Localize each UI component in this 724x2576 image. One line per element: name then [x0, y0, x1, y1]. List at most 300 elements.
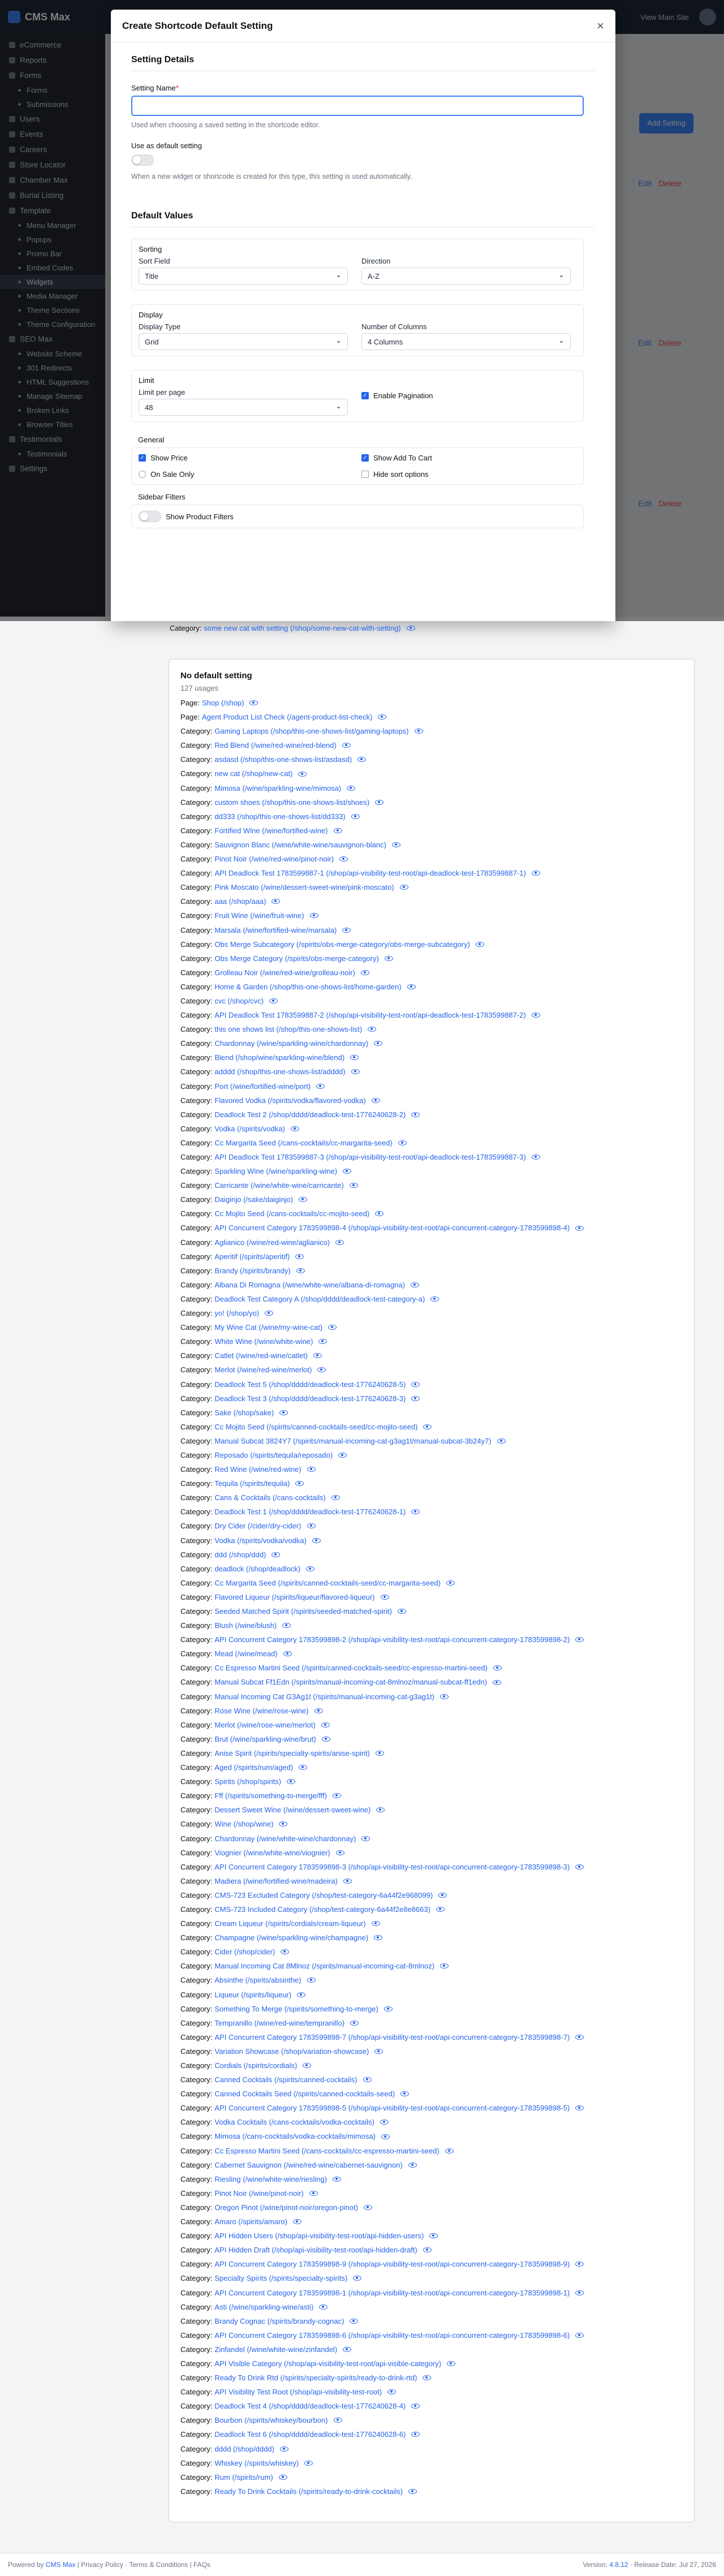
eye-icon[interactable]: [372, 1921, 380, 1926]
default-setting-toggle[interactable]: [131, 154, 154, 166]
item-link[interactable]: Vodka (/spirits/vodka/vodka): [214, 1536, 307, 1545]
item-link[interactable]: adddd (/shop/this-one-shows-list/adddd): [214, 1067, 346, 1076]
item-link[interactable]: Fruit Wine (/wine/fruit-wine): [214, 911, 304, 920]
on-sale-only-radio[interactable]: [139, 470, 348, 479]
item-link[interactable]: Brandy (/spirits/brandy): [214, 1266, 291, 1275]
item-link[interactable]: Viognier (/wine/white-wine/viognier): [214, 1848, 330, 1857]
eye-icon[interactable]: [299, 1197, 307, 1202]
on-sale-only-label: On Sale Only: [150, 470, 195, 479]
item-link[interactable]: Rum (/spirits/rum): [214, 2472, 273, 2482]
item-link[interactable]: Fff (/spirits/something-to-merge/fff): [214, 1791, 327, 1800]
eye-icon[interactable]: [312, 1538, 321, 1543]
item-link[interactable]: Manual Subcat 3824Y7 (/spirits/manual-incoming-cat-g3ag1t/manual-subcat-3b24y7): [214, 1436, 492, 1445]
eye-icon[interactable]: [313, 1353, 322, 1358]
eye-icon[interactable]: [297, 1992, 305, 1997]
eye-icon[interactable]: [350, 1055, 359, 1060]
item-link[interactable]: Seeded Matched Spirit (/spirits/seeded-matched-spirit): [214, 1607, 392, 1616]
item-link[interactable]: Manual Incoming Cat G3Ag1t (/spirits/manual-incoming-cat-g3ag1t): [214, 1692, 435, 1701]
item-link[interactable]: this one shows list (/shop/this-one-shows-list): [214, 1025, 363, 1034]
item-link[interactable]: Variation Showcase (/shop/variation-showcase): [214, 2047, 369, 2056]
item-link[interactable]: Tempranillo (/wine/red-wine/tempranillo): [214, 2018, 345, 2027]
eye-icon[interactable]: [347, 786, 355, 791]
item-link[interactable]: API Concurrent Category 1783599898-3 (/shop/api-visibility-test-root/api-concurrent-category-1783599898-3): [214, 1862, 570, 1871]
eye-icon[interactable]: [299, 1765, 307, 1770]
item-type: Category:: [180, 1990, 213, 1999]
item-link[interactable]: Tequila (/spirits/tequila): [214, 1479, 290, 1488]
eye-icon[interactable]: [279, 2475, 287, 2480]
item-link[interactable]: Bourbon (/spirits/whiskey/bourbon): [214, 2416, 328, 2425]
list-item: [180, 1590, 683, 1604]
eye-icon[interactable]: [295, 1254, 304, 1259]
eye-icon[interactable]: [279, 1410, 288, 1415]
eye-icon[interactable]: [291, 1126, 299, 1131]
eye-icon[interactable]: [338, 1453, 347, 1458]
item-link[interactable]: Aperitif (/spirits/aperitif): [214, 1252, 290, 1261]
columns-select[interactable]: [361, 333, 571, 350]
item-link[interactable]: Riesling (/wine/white-wine/riesling): [214, 2174, 327, 2183]
item-link[interactable]: Champagne (/wine/sparkling-wine/champagne): [214, 1933, 369, 1942]
item-link[interactable]: API Hidden Users (/shop/api-visibility-test-root/api-hidden-users): [214, 2232, 424, 2241]
item-link[interactable]: Obs Merge Category (/spirits/obs-merge-category): [214, 954, 379, 963]
eye-icon[interactable]: [411, 1112, 420, 1117]
eye-icon[interactable]: [408, 2489, 417, 2494]
eye-icon[interactable]: [368, 1027, 376, 1032]
eye-icon[interactable]: [375, 800, 383, 805]
item-link[interactable]: Mimosa (/wine/sparkling-wine/mimosa): [214, 783, 342, 792]
version-label: Version:: [583, 2561, 607, 2569]
limit-per-page-select[interactable]: [139, 399, 348, 416]
item-link[interactable]: Manual Incoming Cat 8Mlnoz (/spirits/manual-incoming-cat-8mlnoz): [214, 1962, 435, 1971]
eye-icon[interactable]: [400, 885, 408, 890]
item-link[interactable]: Red Blend (/wine/red-wine/red-blend): [214, 741, 337, 750]
eye-icon[interactable]: [334, 828, 342, 833]
eye-icon[interactable]: [575, 1637, 584, 1642]
item-type: Category:: [180, 2345, 213, 2354]
item-link[interactable]: ddd (/shop/ddd): [214, 1550, 266, 1559]
item-link[interactable]: Shop (/shop): [201, 699, 244, 707]
pagination-checkbox[interactable]: [361, 391, 571, 400]
eye-icon[interactable]: [436, 1907, 445, 1912]
eye-icon[interactable]: [378, 714, 386, 720]
item-link[interactable]: Absinthe (/spirits/absinthe): [214, 1976, 301, 1985]
item-type: Category:: [180, 2472, 213, 2482]
eye-icon[interactable]: [307, 1467, 316, 1472]
list-item: [180, 1945, 683, 1959]
item-link[interactable]: Spirits (/shop/spirits): [214, 1777, 282, 1786]
eye-icon[interactable]: [328, 1325, 337, 1330]
eye-icon[interactable]: [375, 1211, 383, 1216]
list-item: [180, 1846, 683, 1860]
setting-name-input[interactable]: [131, 96, 584, 116]
eye-icon[interactable]: [351, 814, 360, 819]
item-link[interactable]: Cc Mojito Seed (/cans-cocktails/cc-mojito-seed): [214, 1209, 370, 1218]
item-link[interactable]: Albana Di Romagna (/wine/white-wine/albana-di-romagna): [214, 1280, 406, 1289]
eye-icon[interactable]: [446, 1580, 455, 1586]
eye-icon[interactable]: [322, 1737, 330, 1742]
item-link[interactable]: Cc Mojito Seed (/spirits/canned-cocktails-seed/cc-mojito-seed): [214, 1422, 418, 1431]
eye-icon[interactable]: [282, 1623, 291, 1628]
show-price-checkbox[interactable]: [139, 454, 348, 462]
eye-icon[interactable]: [374, 2049, 383, 2054]
eye-icon[interactable]: [334, 2418, 342, 2423]
eye-icon[interactable]: [381, 1595, 389, 1600]
item-link[interactable]: dd333 (/shop/this-one-shows-list/dd333): [214, 812, 346, 821]
item-link[interactable]: Flavored Vodka (/spirits/vodka/flavored-vodka): [214, 1096, 366, 1105]
item-link[interactable]: My Wine Cat (/wine/my-wine-cat): [214, 1323, 323, 1332]
eye-icon[interactable]: [281, 1949, 289, 1954]
eye-icon[interactable]: [272, 899, 280, 904]
item-type: Category:: [180, 1564, 213, 1573]
item-type: Category:: [180, 1408, 213, 1417]
item-link[interactable]: Liqueur (/spirits/liqueur): [214, 1990, 292, 1999]
item-link[interactable]: Obs Merge Subcategory (/spirits/obs-merge-category/obs-merge-subcategory): [214, 940, 470, 949]
eye-icon[interactable]: [342, 928, 351, 933]
eye-icon[interactable]: [411, 1382, 420, 1387]
item-link[interactable]: Blend (/shop/wine/sparkling-wine/blend): [214, 1053, 345, 1062]
item-link[interactable]: Cream Liqueur (/spirits/cordials/cream-liqueur): [214, 1919, 366, 1928]
item-link[interactable]: Home & Garden (/shop/this-one-shows-list/home-garden): [214, 982, 402, 991]
item-link[interactable]: Cans & Cocktails (/cans-cocktails): [214, 1493, 326, 1502]
item-link[interactable]: new cat (/shop/new-cat): [214, 769, 293, 778]
eye-icon[interactable]: [364, 2205, 372, 2210]
eye-icon[interactable]: [295, 1481, 304, 1486]
list-item: [180, 696, 683, 710]
list-item: [180, 2257, 683, 2271]
eye-icon[interactable]: [342, 743, 351, 748]
item-link[interactable]: API Concurrent Category 1783599898-5 (/shop/api-visibility-test-root/api-concurrent-category-1783599898-5): [214, 2104, 570, 2113]
item-link[interactable]: Pink Moscato (/wine/dessert-sweet-wine/pink-moscato): [214, 883, 394, 892]
eye-icon[interactable]: [374, 1041, 382, 1046]
eye-icon[interactable]: [440, 1963, 449, 1968]
item-link[interactable]: CMS-723 Included Category (/shop/test-category-6a44f2e8e8663): [214, 1905, 430, 1914]
eye-icon[interactable]: [343, 2347, 351, 2352]
item-link[interactable]: Sauvignon Blanc (/wine/white-wine/sauvignon-blanc): [214, 840, 386, 849]
eye-icon[interactable]: [376, 1751, 384, 1756]
checked-icon: ✓: [139, 454, 146, 462]
eye-icon[interactable]: [272, 1552, 280, 1557]
item-link[interactable]: API Visible Category (/shop/api-visibility-test-root/api-visible-category): [214, 2359, 442, 2368]
item-link[interactable]: Asti (/wine/sparkling-wine/asti): [214, 2302, 314, 2311]
item-link[interactable]: Cc Espresso Martini Seed (/cans-cocktails/cc-espresso-martini-seed): [214, 2146, 439, 2155]
item-link[interactable]: cvc (/shop/cvc): [214, 996, 264, 1005]
eye-icon[interactable]: [357, 757, 366, 762]
item-link[interactable]: Deadlock Test 1 (/shop/dddd/deadlock-test-1776240628-1): [214, 1507, 406, 1517]
checked-icon: ✓: [361, 392, 369, 399]
item-link[interactable]: Vodka Cocktails (/cans-cocktails/vodka-cocktails): [214, 2118, 374, 2127]
version-link[interactable]: 4.8.12: [609, 2561, 628, 2569]
list-item: [180, 2229, 683, 2243]
item-type: Category:: [180, 2359, 213, 2368]
item-link[interactable]: Chardonnay (/wine/sparkling-wine/chardonnay): [214, 1039, 369, 1048]
eye-icon[interactable]: [411, 2403, 420, 2409]
item-link[interactable]: Aged (/spirits/rum/aged): [214, 1763, 294, 1772]
eye-icon[interactable]: [343, 1169, 351, 1174]
item-link[interactable]: Wine (/shop/wine): [214, 1820, 274, 1829]
item-link[interactable]: Merlot (/wine/rose-wine/merlot): [214, 1720, 316, 1729]
item-link[interactable]: Ready To Drink Rtd (/spirits/specialty-spirits/ready-to-drink-rtd): [214, 2373, 417, 2383]
item-link[interactable]: Amaro (/spirits/amaro): [214, 2217, 287, 2226]
eye-icon[interactable]: [333, 2177, 341, 2182]
item-link[interactable]: Grolleau Noir (/wine/red-wine/grolleau-noir): [214, 968, 355, 977]
eye-icon[interactable]: [493, 1680, 501, 1685]
hide-sort-label: Hide sort options: [373, 470, 429, 479]
footer-links[interactable]: | Privacy Policy · Terms & Conditions | FAQs: [77, 2561, 211, 2569]
eye-icon[interactable]: [415, 729, 423, 734]
item-type: Category:: [180, 1607, 213, 1616]
eye-icon[interactable]: [318, 1339, 327, 1344]
eye-icon[interactable]: [307, 1523, 316, 1528]
item-link[interactable]: API Concurrent Category 1783599898-1 (/shop/api-visibility-test-root/api-concurrent-category-1783599898-1): [214, 2288, 570, 2297]
eye-icon[interactable]: [304, 2461, 313, 2466]
item-link[interactable]: Pinot Noir (/wine/red-wine/pinot-noir): [214, 855, 334, 864]
eye-icon[interactable]: [423, 1424, 432, 1429]
item-link[interactable]: Cordials (/spirits/cordials): [214, 2061, 298, 2070]
sort-field-label: Sort Field: [139, 257, 170, 265]
eye-icon[interactable]: [374, 1935, 382, 1940]
eye-icon[interactable]: [385, 956, 393, 961]
item-link[interactable]: Cider (/shop/cider): [214, 1948, 275, 1957]
item-link[interactable]: Carricante (/wine/white-wine/carricante): [214, 1181, 344, 1190]
eye-icon[interactable]: [400, 2091, 409, 2096]
eye-icon[interactable]: [497, 1438, 506, 1444]
eye-icon[interactable]: [392, 842, 400, 847]
item-link[interactable]: API Visibility Test Root (/shop/api-visibility-test-root): [214, 2388, 382, 2397]
item-link[interactable]: asdasd (/shop/this-one-shows-list/asdasd): [214, 755, 352, 764]
eye-icon[interactable]: [321, 1722, 330, 1728]
item-link[interactable]: API Concurrent Category 1783599898-9 (/shop/api-visibility-test-root/api-concurrent-category-1783599898-9): [214, 2260, 570, 2269]
eye-icon[interactable]: [351, 1069, 360, 1074]
item-link[interactable]: API Concurrent Category 1783599898-6 (/shop/api-visibility-test-root/api-concurrent-category-1783599898-6): [214, 2331, 570, 2340]
eye-icon[interactable]: [532, 871, 540, 876]
item-link[interactable]: Whiskey (/spirits/whiskey): [214, 2458, 299, 2467]
list-item: [180, 1207, 683, 1221]
eye-icon[interactable]: [387, 2389, 396, 2394]
item-link[interactable]: Deadlock Test 2 (/shop/dddd/deadlock-test-1776240628-2): [214, 1110, 406, 1119]
eye-icon[interactable]: [445, 2148, 454, 2153]
eye-icon[interactable]: [309, 2191, 318, 2196]
display-type-select[interactable]: [139, 333, 348, 350]
item-link[interactable]: Fortified Wine (/wine/fortified-wine): [214, 826, 328, 835]
eye-icon[interactable]: [575, 2261, 584, 2267]
item-link[interactable]: Deadlock Test 5 (/shop/dddd/deadlock-test-1776240628-5): [214, 1380, 406, 1389]
item-type: Category:: [180, 2430, 213, 2439]
eye-icon[interactable]: [575, 1226, 584, 1231]
eye-icon[interactable]: [411, 2432, 420, 2437]
eye-icon[interactable]: [283, 1651, 292, 1656]
eye-icon[interactable]: [411, 1509, 420, 1514]
item-link[interactable]: Manual Subcat Ff1Edn (/spirits/manual-incoming-cat-8mlnoz/manual-subcat-ff1edn): [214, 1678, 488, 1687]
item-link[interactable]: CMS-723 Excluded Category (/shop/test-category-6a44f2e968099): [214, 1890, 433, 1899]
eye-icon[interactable]: [316, 1084, 325, 1089]
item-type: Category:: [180, 1649, 213, 1659]
item-link[interactable]: Sake (/shop/sake): [214, 1408, 274, 1417]
eye-icon[interactable]: [423, 2247, 432, 2252]
item-type: Category:: [180, 2132, 213, 2141]
eye-icon[interactable]: [265, 1311, 273, 1316]
item-link[interactable]: Agent Product List Check (/agent-product-list-check): [201, 713, 373, 722]
item-link[interactable]: Canned Cocktails (/spirits/canned-cocktails): [214, 2075, 357, 2084]
eye-icon[interactable]: [280, 2446, 288, 2452]
eye-icon[interactable]: [287, 1779, 295, 1784]
eye-icon[interactable]: [293, 2219, 301, 2224]
eye-icon[interactable]: [314, 1708, 323, 1713]
item-link[interactable]: Port (/wine/fortified-wine/port): [214, 1082, 311, 1091]
eye-icon[interactable]: [532, 1013, 540, 1018]
item-link[interactable]: Mead (/wine/mead): [214, 1649, 278, 1659]
eye-icon[interactable]: [408, 2163, 417, 2168]
item-link[interactable]: dddd (/shop/dddd): [214, 2444, 274, 2453]
eye-icon[interactable]: [407, 626, 415, 631]
item-link[interactable]: Zinfandel (/wine/white-wine/zinfandel): [214, 2345, 338, 2354]
eye-icon[interactable]: [575, 2035, 584, 2040]
default-setting-label: Use as default setting: [131, 141, 202, 150]
item-link[interactable]: Pinot Noir (/wine/pinot-noir): [214, 2189, 304, 2198]
eye-icon[interactable]: [384, 2006, 393, 2011]
item-link[interactable]: White Wine (/wine/white-wine): [214, 1337, 313, 1346]
eye-icon[interactable]: [350, 2021, 359, 2026]
eye-icon[interactable]: [317, 1367, 326, 1372]
direction-select[interactable]: [361, 268, 571, 285]
eye-icon[interactable]: [381, 2134, 390, 2139]
close-icon[interactable]: ×: [597, 18, 604, 33]
eye-icon[interactable]: [423, 2375, 431, 2380]
eye-icon[interactable]: [363, 2077, 372, 2082]
item-link[interactable]: API Concurrent Category 1783599898-7 (/shop/api-visibility-test-root/api-concurrent-category-1783599898-7): [214, 2032, 570, 2041]
item-link[interactable]: Anise Spirit (/spirits/specialty-spirits/anise-spirit): [214, 1748, 370, 1757]
item-link[interactable]: Deadlock Test Category A (/shop/dddd/deadlock-test-category-a): [214, 1294, 425, 1303]
eye-icon[interactable]: [430, 1296, 439, 1302]
eye-icon[interactable]: [575, 1864, 584, 1869]
eye-icon[interactable]: [303, 2063, 311, 2068]
item-link[interactable]: Red Wine (/wine/red-wine): [214, 1465, 301, 1474]
item-link[interactable]: Cc Margarita Seed (/spirits/canned-cocktails-seed/cc-margarita-seed): [214, 1578, 441, 1587]
item-link[interactable]: API Deadlock Test 1783599887-2 (/shop/api-visibility-test-root/api-deadlock-test-1783599887-2): [214, 1011, 526, 1020]
item-link[interactable]: Gaming Laptops (/shop/this-one-shows-list/gaming-laptops): [214, 727, 409, 736]
eye-icon[interactable]: [361, 1836, 370, 1841]
item-link[interactable]: Merlot (/wine/red-wine/merlot): [214, 1365, 312, 1375]
eye-icon[interactable]: [336, 1850, 344, 1855]
eye-icon[interactable]: [376, 1807, 385, 1812]
eye-icon[interactable]: [350, 1183, 358, 1188]
eye-icon[interactable]: [269, 998, 278, 1003]
eye-icon[interactable]: [335, 1240, 344, 1245]
item-link[interactable]: Canned Cocktails Seed (/spirits/canned-cocktails-seed): [214, 2090, 395, 2099]
eye-icon[interactable]: [429, 2233, 438, 2238]
item-link[interactable]: API Concurrent Category 1783599898-2 (/shop/api-visibility-test-root/api-concurrent-category-1783599898-2): [214, 1635, 570, 1644]
eye-icon[interactable]: [493, 1665, 502, 1670]
eye-icon[interactable]: [532, 1155, 540, 1160]
eye-icon[interactable]: [343, 1879, 352, 1884]
eye-icon[interactable]: [438, 1893, 447, 1898]
item-link[interactable]: Aglianico (/wine/red-wine/aglianico): [214, 1238, 330, 1247]
sort-field-select[interactable]: [139, 268, 348, 285]
item-link[interactable]: Ready To Drink Cocktails (/spirits/ready-to-drink-cocktails): [214, 2487, 403, 2496]
eye-icon[interactable]: [350, 2319, 358, 2324]
item-link[interactable]: Catlet (/wine/red-wine/catlet): [214, 1351, 308, 1360]
item-link[interactable]: aaa (/shop/aaa): [214, 897, 266, 906]
item-link[interactable]: Deadlock Test 3 (/shop/dddd/deadlock-test-1776240628-3): [214, 1394, 406, 1403]
item-link[interactable]: Cc Espresso Martini Seed (/spirits/canned-cocktails-seed/cc-espresso-martini-seed): [214, 1664, 488, 1673]
list-item: [180, 2158, 683, 2172]
item-link[interactable]: Oregon Pinot (/wine/pinot-noir/oregon-pinot): [214, 2203, 359, 2212]
eye-icon[interactable]: [339, 856, 348, 861]
item-link[interactable]: Sparkling Wine (/wine/sparkling-wine): [214, 1167, 338, 1176]
item-link[interactable]: Mimosa (/cans-cocktails/vodka-cocktails/mimosa): [214, 2132, 376, 2141]
eye-icon[interactable]: [361, 970, 369, 975]
eye-icon[interactable]: [279, 1821, 287, 1827]
item-link[interactable]: API Hidden Draft (/shop/api-visibility-test-root/api-hidden-draft): [214, 2246, 417, 2255]
item-link[interactable]: Rose Wine (/wine/rose-wine): [214, 1706, 309, 1715]
eye-icon[interactable]: [476, 942, 484, 947]
eye-icon[interactable]: [575, 2333, 584, 2338]
item-link[interactable]: Marsala (/wine/fortified-wine/marsala): [214, 925, 337, 934]
eye-icon[interactable]: [249, 700, 258, 705]
eye-icon[interactable]: [440, 1694, 449, 1699]
eye-icon[interactable]: [398, 1140, 407, 1145]
item-link[interactable]: yo! (/shop/yo): [214, 1309, 260, 1318]
item-link[interactable]: API Deadlock Test 1783599887-1 (/shop/api-visibility-test-root/api-deadlock-test-1783599887-1): [214, 869, 526, 878]
item-link[interactable]: Brut (/wine/sparkling-wine/brut): [214, 1734, 316, 1743]
eye-icon[interactable]: [319, 2304, 327, 2310]
eye-icon[interactable]: [353, 2276, 361, 2281]
item-link[interactable]: Cc Margarita Seed (/cans-cocktails/cc-margarita-seed): [214, 1138, 393, 1147]
eye-icon[interactable]: [372, 1098, 380, 1103]
eye-icon[interactable]: [411, 1282, 419, 1287]
item-link[interactable]: Dessert Sweet Wine (/wine/dessert-sweet-wine): [214, 1806, 371, 1815]
eye-icon[interactable]: [307, 1978, 316, 1983]
item-link[interactable]: Deadlock Test 4 (/shop/dddd/deadlock-test-1776240628-4): [214, 2402, 406, 2411]
item-link[interactable]: Vodka (/spirits/vodka): [214, 1124, 285, 1133]
item-link[interactable]: Daiginjo (/sake/daiginjo): [214, 1195, 294, 1204]
item-link[interactable]: API Deadlock Test 1783599887-3 (/shop/api-visibility-test-root/api-deadlock-test-1783599887-3): [214, 1153, 526, 1161]
eye-icon[interactable]: [310, 913, 318, 918]
eye-icon[interactable]: [331, 1495, 340, 1500]
eye-icon[interactable]: [380, 2120, 389, 2125]
list-item: [180, 2058, 683, 2073]
eye-icon[interactable]: [398, 1609, 406, 1614]
eye-icon[interactable]: [575, 2105, 584, 2110]
item-link[interactable]: deadlock (/shop/deadlock): [214, 1564, 301, 1573]
item-link[interactable]: Flavored Liqueur (/spirits/liqueur/flavored-liqueur): [214, 1592, 375, 1601]
item-link[interactable]: custom shoes (/shop/this-one-shows-list/shoes): [214, 798, 370, 807]
list-item: [180, 2300, 683, 2314]
item-link[interactable]: Chardonnay (/wine/white-wine/chardonnay): [214, 1834, 356, 1843]
item-link[interactable]: API Concurrent Category 1783599898-4 (/shop/api-visibility-test-root/api-concurrent-category-1783599898-4): [214, 1224, 570, 1233]
item-link[interactable]: Something To Merge (/spirits/something-to-merge): [214, 2004, 378, 2013]
eye-icon[interactable]: [575, 2290, 584, 2295]
item-link[interactable]: some new cat with setting (/shop/some-new-cat-with-setting): [204, 624, 401, 632]
item-link[interactable]: Madiera (/wine/fortified-wine/madeira): [214, 1876, 338, 1885]
eye-icon[interactable]: [411, 1396, 420, 1401]
item-link[interactable]: Dry Cider (/cider/dry-cider): [214, 1522, 301, 1531]
hide-sort-checkbox[interactable]: [361, 470, 571, 479]
item-link[interactable]: Cabernet Sauvignon (/wine/red-wine/cabernet-sauvignon): [214, 2160, 403, 2169]
eye-icon[interactable]: [296, 1268, 305, 1273]
eye-icon[interactable]: [333, 1793, 341, 1798]
item-link[interactable]: Deadlock Test 6 (/shop/dddd/deadlock-test-1776240628-6): [214, 2430, 406, 2439]
eye-icon[interactable]: [407, 984, 416, 989]
show-add-to-cart-checkbox[interactable]: [361, 454, 571, 462]
eye-icon[interactable]: [298, 772, 307, 777]
item-link[interactable]: Reposado (/spirits/tequila/reposado): [214, 1450, 333, 1459]
item-link[interactable]: Blush (/wine/blush): [214, 1621, 277, 1630]
eye-icon[interactable]: [306, 1566, 314, 1571]
item-link[interactable]: Specialty Spirits (/spirits/specialty-spirits): [214, 2274, 348, 2283]
cms-max-link[interactable]: CMS Max: [45, 2561, 76, 2569]
show-filters-toggle[interactable]: [139, 511, 161, 522]
eye-icon[interactable]: [447, 2361, 455, 2366]
item-link[interactable]: Brandy Cognac (/spirits/brandy-cognac): [214, 2316, 344, 2325]
